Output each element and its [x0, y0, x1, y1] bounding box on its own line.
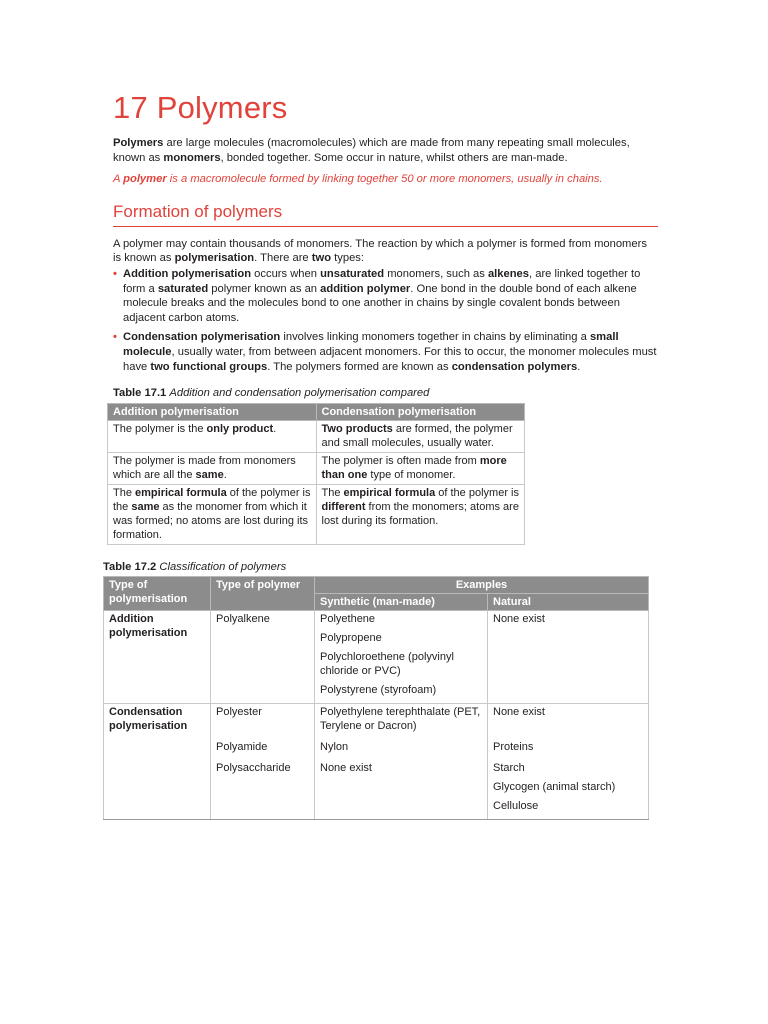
table-row [104, 704, 649, 740]
bold-term: two [311, 252, 332, 265]
list-item-text: Condensation polymerisation involves linking monomers together in chains by eliminating a small molecule, usually water, from between adjacent monomers. For this to occur, the monomer molecules must have two functional groups. The polymers formed are known as condensation polymers. [123, 331, 657, 373]
column-header: Addition polymerisation [108, 404, 317, 421]
table1-caption-text: Addition and condensation polymerisation compared [169, 387, 430, 400]
polymerisation-type-cell [104, 760, 211, 820]
intro-paragraph: Polymers are large molecules (macromolecules) which are made from many repeating small molecules, known as monomers, bonded together. Some occur in nature, whilst others are man-made. [113, 137, 630, 164]
classification-table [103, 576, 649, 820]
bold-term: saturated [157, 282, 209, 295]
column-header: Condensation polymerisation [316, 404, 525, 421]
bullet-marker: • [113, 267, 117, 280]
classification-table-body [104, 611, 649, 820]
column-header-examples: Examples [315, 577, 649, 594]
table-row [104, 739, 649, 760]
bold-term: Polymers [113, 137, 164, 149]
bold-term: same [131, 501, 160, 514]
table2-caption-label: Table 17.2 [103, 561, 157, 574]
table-row [104, 611, 649, 704]
table-cell: The empirical formula of the polymer is the same as the monomer from which it was formed; no atoms are lost during its formation. [108, 485, 317, 545]
table-row [108, 485, 525, 545]
bold-term: polymer [123, 173, 167, 186]
bold-term: more than one [321, 455, 507, 482]
table-header-row [104, 577, 649, 594]
list-item-text: Addition polymerisation occurs when unsaturated monomers, such as alkenes, are linked together to form a saturated polymer known as an addition polymer. One bond in the double bond of each alkene molecule breaks and the molecules bond to one another in chains by single covalent bonds between adjacent carbon atoms. [123, 267, 641, 324]
natural-examples-cell [488, 611, 649, 704]
page-title: 17 Polymers [113, 90, 288, 125]
bullet-marker: • [113, 331, 117, 344]
bold-term: Two products [321, 423, 393, 436]
example-item: Polystyrene (styrofoam) [320, 684, 437, 697]
bold-term: Condensation polymerisation [123, 331, 281, 344]
example-item: Glycogen (animal starch) [493, 781, 616, 794]
example-item: None exist [493, 706, 545, 719]
bold-term: Addition polymerisation [123, 267, 252, 280]
example-item: Polyethylene terephthalate (PET, Terylene or Dacron) [320, 706, 481, 733]
example-item: Starch [493, 762, 525, 775]
bold-term: alkenes [487, 267, 530, 280]
natural-examples-cell [488, 704, 649, 740]
table1-caption-label: Table 17.1 [113, 387, 167, 400]
natural-examples-cell [488, 760, 649, 820]
table-cell: The polymer is the only product. [108, 421, 317, 453]
example-item: Cellulose [493, 800, 539, 813]
page [103, 88, 658, 820]
table-cell: Two products are formed, the polymer and small molecules, usually water. [316, 421, 525, 453]
column-header-polymer: Type of polymer [211, 577, 315, 611]
example-item: None exist [320, 762, 372, 775]
table-cell: The empirical formula of the polymer is different from the monomers; atoms are lost during its formation. [316, 485, 525, 545]
comparison-table [107, 403, 525, 545]
bold-term: empirical formula [343, 487, 436, 500]
example-item: Polypropene [320, 632, 382, 645]
example-item: Polyethene [320, 613, 376, 626]
polymerisation-types-list [113, 267, 658, 374]
table2-caption-text: Classification of polymers [159, 561, 287, 574]
bold-term: same [195, 469, 224, 482]
table-row [108, 421, 525, 453]
table-row [104, 760, 649, 820]
bold-term: addition polymer [320, 282, 411, 295]
bold-term: only product [206, 423, 274, 436]
polymerisation-type-cell [104, 739, 211, 760]
example-item: Proteins [493, 741, 534, 754]
synthetic-examples-cell [315, 739, 488, 760]
polymer-type-cell: Polyamide [211, 739, 315, 760]
table-cell: The polymer is made from monomers which are all the same. [108, 453, 317, 485]
bold-term: unsaturated [320, 267, 385, 280]
table-cell: The polymer is often made from more than one type of monomer. [316, 453, 525, 485]
example-item: Nylon [320, 741, 349, 754]
table-row [108, 453, 525, 485]
polymer-type-cell: Polysaccharide [211, 760, 315, 820]
bold-term: small molecule [123, 331, 619, 358]
bold-term: different [321, 501, 366, 514]
example-item: Polychloroethene (polyvinyl chloride or PVC) [320, 651, 454, 678]
polymerisation-type-cell: Addition polymerisation [104, 611, 211, 704]
polymer-type-cell: Polyalkene [211, 611, 315, 704]
list-item [113, 267, 658, 325]
natural-examples-cell [488, 739, 649, 760]
column-header-natural: Natural [488, 594, 649, 611]
bold-term: polymerisation [174, 252, 255, 265]
synthetic-examples-cell [315, 760, 488, 820]
synthetic-examples-cell [315, 611, 488, 704]
bold-term: empirical formula [135, 487, 227, 500]
bold-term: monomers [163, 151, 221, 164]
section-heading: Formation of polymers [113, 201, 658, 227]
polymerisation-type-cell: Condensation polymerisation [104, 704, 211, 740]
bold-term: condensation polymers [451, 360, 578, 373]
synthetic-examples-cell [315, 704, 488, 740]
table2-caption [103, 560, 658, 574]
table1-caption [113, 386, 658, 400]
polymer-type-cell: Polyester [211, 704, 315, 740]
list-item [113, 330, 658, 374]
bold-term: two functional groups [150, 360, 268, 373]
table-header-row [108, 404, 525, 421]
column-header-polymerisation: Type of polymerisation [104, 577, 211, 611]
column-header-synthetic: Synthetic (man-made) [315, 594, 488, 611]
formation-intro-paragraph: A polymer may contain thousands of monomers. The reaction by which a polymer is formed from monomers is known as polymerisation. There are two types: [113, 237, 647, 265]
polymer-definition: A polymer is a macromolecule formed by linking together 50 or more monomers, usually in chains. [113, 173, 603, 186]
example-item: None exist [493, 613, 545, 626]
